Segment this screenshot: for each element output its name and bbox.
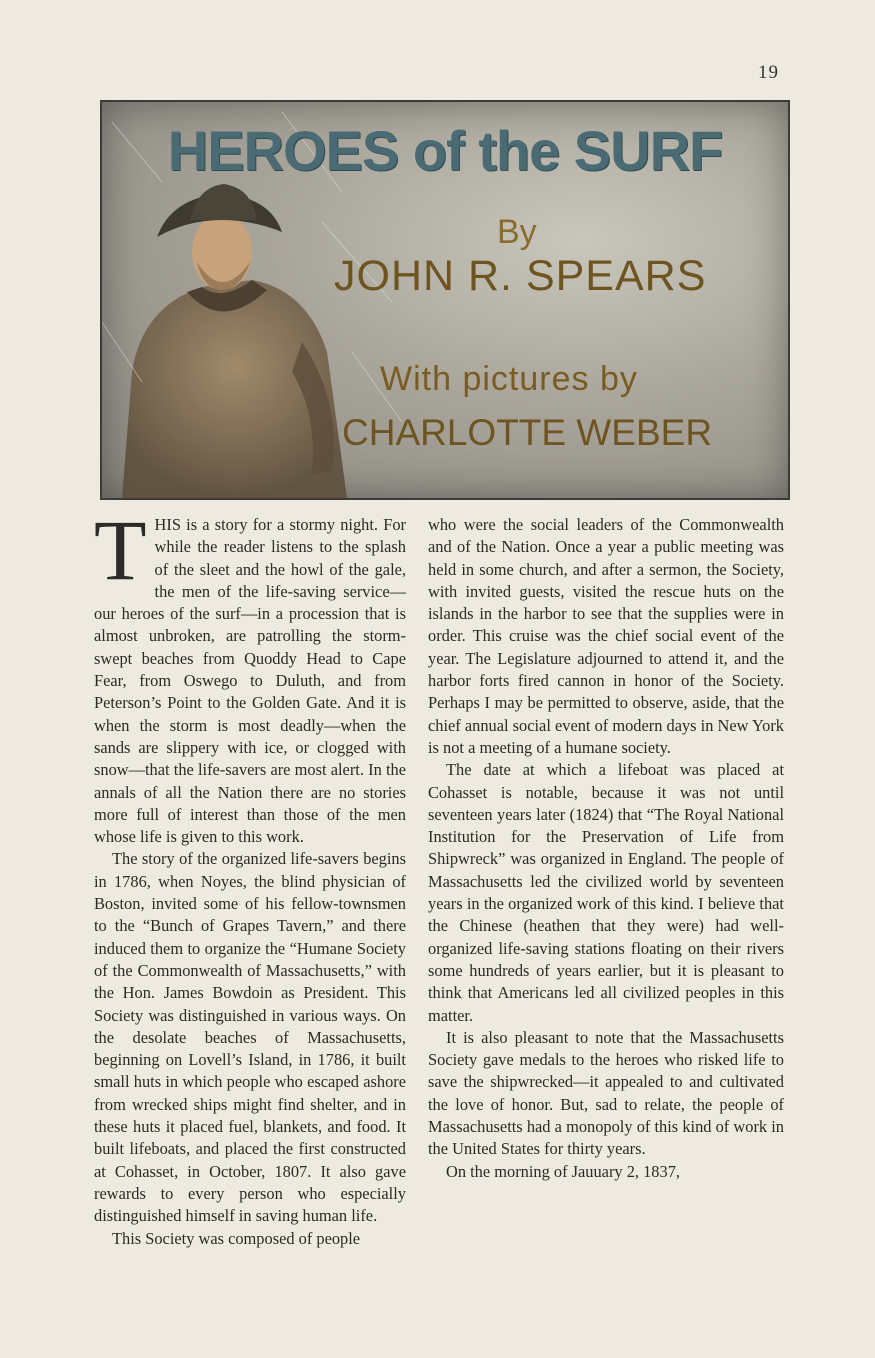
author-name: JOHN R. SPEARS: [334, 252, 707, 300]
byline-by: By: [497, 213, 537, 251]
pictures-by-label: With pictures by: [380, 360, 638, 398]
paragraph: The date at which a lifeboat was placed at Cohasset is notable, because it was not until seventeen years later (1824) that “The Royal National Institution for the Preservation of Life from Shipwreck” was organized in England. The people of Massachusetts led the civilized world by seventeen years in the organized work of this kind. I believe that the Chinese (heathen that they were) had well-organized life-saving stations floating on their rivers some hundreds of years earlier, but it is pleasant to think that Americans led all civilized peoples in this matter.: [428, 760, 784, 1025]
paragraph: This Society was composed of people: [112, 1228, 361, 1248]
article-column-right: [428, 514, 784, 1183]
title-banner-illustration: [100, 100, 790, 500]
article-column-left: [94, 502, 406, 1250]
paragraph: It is also pleasant to note that the Massachusetts Society gave medals to the heroes who risked life to save the shipwrecked—it appealed to and cultivated the love of honor. But, sad to relate, the people of Massachusetts had a monopoly of this kind of work in the United States for thirty years.: [428, 1027, 784, 1159]
drop-cap: T: [94, 502, 147, 598]
page-number: 19: [758, 62, 779, 83]
illustrator-name: CHARLOTTE WEBER: [342, 412, 713, 453]
paragraph: On the morning of Jauuary 2, 1837,: [446, 1161, 680, 1181]
paragraph: who were the social leaders of the Commonwealth and of the Nation. Once a year a public meeting was held in some church, and after a sermon, the Society, with invited guests, visited the rescue huts on the islands in the harbor to see that the supplies were in order. This cruise was the chief social event of the year. The Legislature adjourned to attend it, and the harbor forts fired cannon in honor of the Society. Perhaps I may be permitted to observe, aside, that the chief annual social event of modern days in New York is not a meeting of a humane society.: [428, 515, 784, 757]
paragraph: THIS is a story for a stormy night. For while the reader listens to the splash of the sleet and the howl of the gale, the men of the life-saving service—our heroes of the surf—in a procession that is almost unbroken, are patrolling the storm-swept beaches from Quoddy Head to Cape Fear, from Oswego to Duluth, and from Peterson’s Point to the Golden Gate. And it is when the storm is most deadly—when the sands are slippery with ice, or clogged with snow—that the life-savers are most alert. In the annals of all the Nation there are no stories more full of interest than those of the men whose life is given to this work.: [94, 502, 406, 847]
paragraph: The story of the organized life-savers begins in 1786, when Noyes, the blind physician of Boston, invited some of his fellow-townsmen to the “Bunch of Grapes Tavern,” and there induced them to organize the “Humane Society of the Commonwealth of Massachusetts,” with the Hon. James Bowdoin as President. This Society was distinguished in various ways. On the desolate beaches of Massachusetts, beginning on Lovell’s Island, in 1786, it built small huts in which people who escaped ashore from wrecked ships might find shelter, and in these huts it placed fuel, blankets, and food. It built lifeboats, and placed the first constructed at Cohasset, in October, 1807. It also gave rewards to every person who especially distinguished himself in saving human life.: [94, 849, 406, 1226]
article-title: HEROES of the SURF: [167, 119, 723, 182]
